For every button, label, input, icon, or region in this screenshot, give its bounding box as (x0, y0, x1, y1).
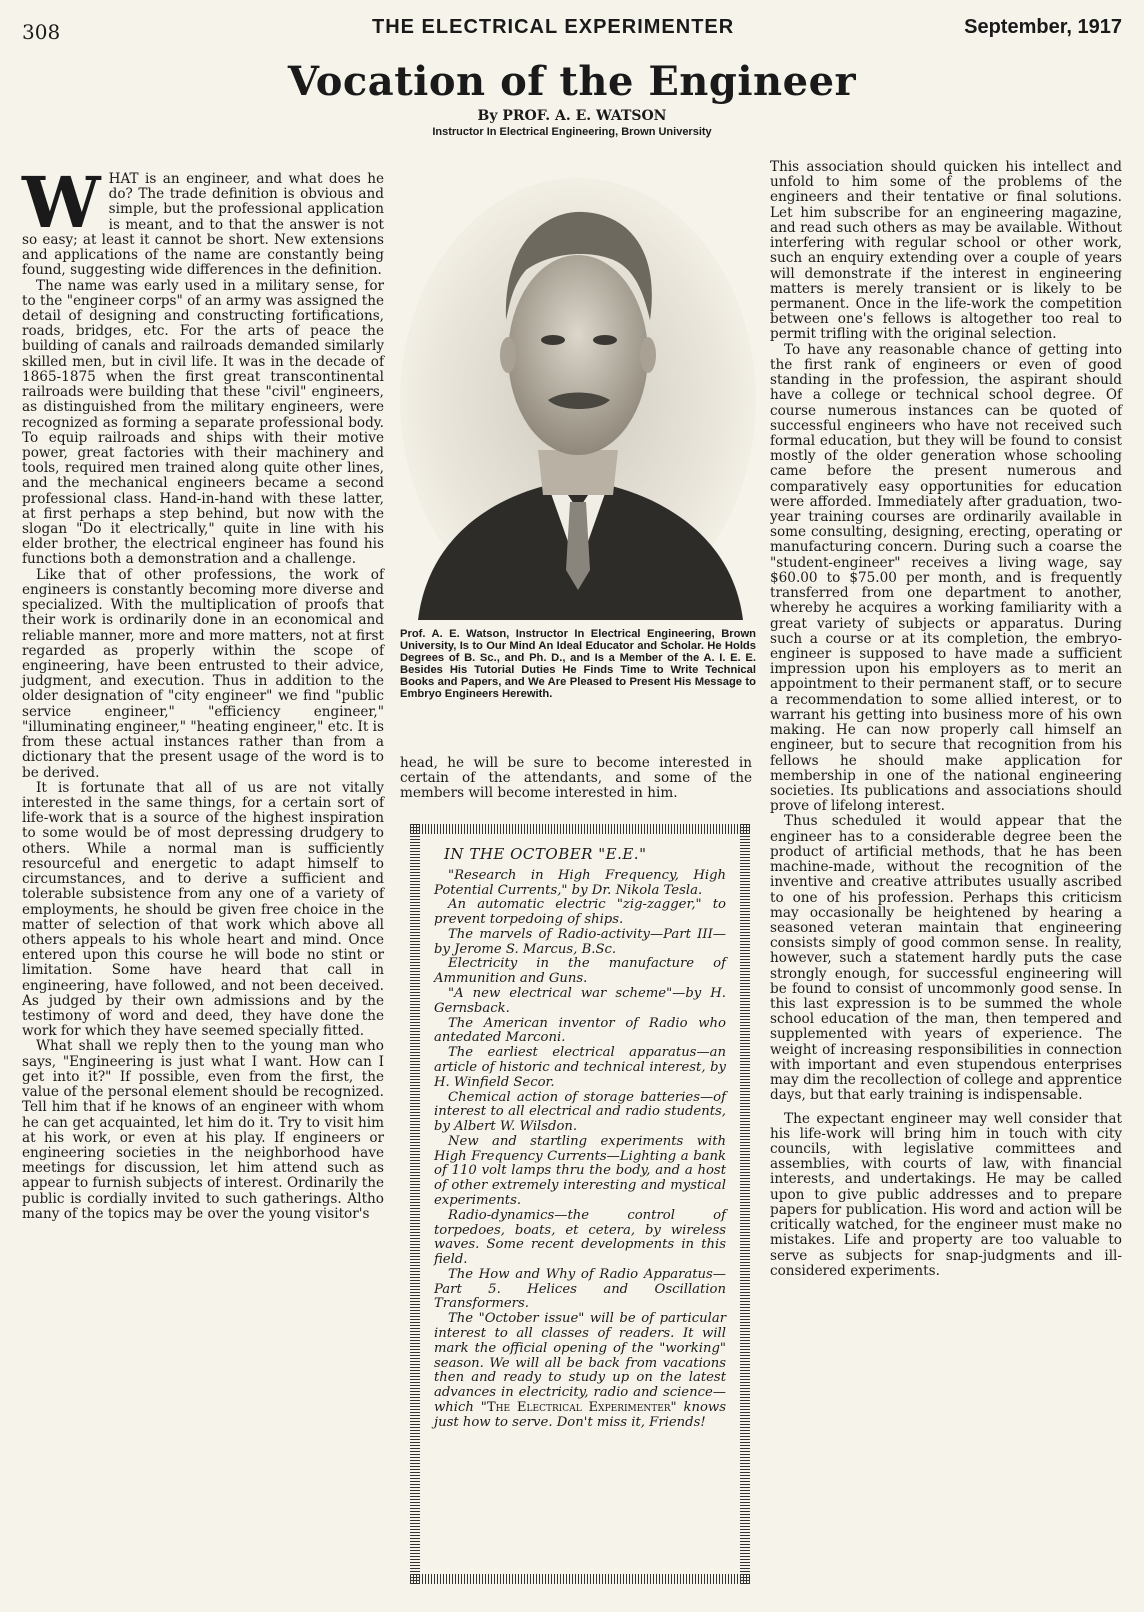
list-item: "Research in High Frequency, High Potential Currents," by Dr. Nikola Tesla. (434, 867, 726, 898)
photo-caption: Prof. A. E. Watson, Instructor In Electrical Engineering, Brown University, Is to Our Mind An Ideal Educator and Scholar. He Holds Degrees of B. Sc., and Ph. D., and Is a Member of the A. I. E. E. Besides His Tutorial Duties He Finds Time to Write Technical Books and Papers, and We Are Pleased to Present His Message to Embryo Engineers Herewith. (400, 628, 756, 701)
column-middle (400, 756, 752, 802)
column-right (770, 160, 1122, 1279)
paragraph: To have any reasonable chance of getting into the first rank of engineers or even of good standing in the profession, the aspirant should have a college or technical school degree. Of course numerous instances can be quoted of successful engineers who have not received such formal education, but they will be found to consist mostly of the older generation whose schooling came before the present numerous and comparatively easy opportunities for education were afforded. Immediately after graduation, two-year training courses are ordinarily available in some consulting, designing, erecting, operating or manufacturing concern. During such a coarse the "student-engineer" receives a living wage, say $60.00 to $75.00 per month, and is frequently transferred from one department to another, whereby he acquires a working familiarity with a great variety of subjects or apparatus. During such a course or at its completion, the embryo-engineer is supposed to have made a sufficient impression upon his employers as to merit an appointment to their permanent staff, or to secure a recommendation to some allied interest, or to warrant his getting into business more of his own making. He can now properly call himself an engineer, but to secure that recognition from his fellows he should make application for membership in one of the national engineering societies. Its publications and associations should prove of lifelong interest. (770, 341, 1122, 815)
paragraph: Like that of other professions, the work of engineers is constantly becoming more diverse and specialized. With the multiplication of proofs that their work is ordinarily done in an economical and reliable manner, more and more matters, not at first regarded as properly within the scope of engineering, have been entrusted to their advice, judgment, and execution. Thus in addition to the older designation of "city engineer" we find "public service engineer," "efficiency engineer," "illuminating engineer," "heating engineer," etc. It is from these actual instances rather than from a dictionary that the present usage of the word is to be derived. (22, 566, 384, 781)
closing-text: The "October issue" will be of particular interest to all classes of readers. It will mark the official opening of the "working" season. We will all be back from vacations then and ready to study up on the latest advances in electricity, radio and science—which (434, 1311, 726, 1415)
paragraph: What shall we reply then to the young man who says, "Engineering is just what I want. How can I get into it?" If possible, even from the first, the value of the personal element should be recognized. Tell him that if he knows of an engineer with whom he can get acquainted, let him do it. Try to visit him at his work, or even at his play. If engineers or engineering societies in the neighborhood have meetings for discussion, let him attend such as appear to furnish subjects of interest. Ordinarily the public is cordially invited to such gatherings. Altho many of the topics may be over the young visitor's (22, 1038, 384, 1222)
article-byline: By PROF. A. E. WATSON (477, 108, 667, 124)
paragraph: The expectant engineer may well consider that his life-work will bring him in touch with city councils, with legislative committees and assemblies, with courts of law, with financial interests, and undertakings. He may be called upon to give public addresses and to prepare papers for publication. His word and action will be critically watched, for the engineer must make no mistakes. Life and property are too valuable to serve as subjects for snap-judgments and ill-considered experiments. (770, 1110, 1122, 1279)
list-item: The How and Why of Radio Apparatus—Part 5. Helices and Oscillation Transformers. (434, 1266, 726, 1312)
box-border-top (410, 824, 750, 834)
magazine-title: THE ELECTRICAL EXPERIMENTER (372, 16, 735, 38)
list-item: Chemical action of storage batteries—of interest to all electrical and radio students, by Albert W. Wilsdon. (434, 1089, 726, 1135)
list-item: Radio-dynamics—the control of torpedoes, boats, et cetera, by wireless waves. Some recent developments in this field. (434, 1207, 726, 1268)
paragraph: The name was early used in a military sense, for to the "engineer corps" of an army was assigned the detail of designing and constructing fortifications, roads, bridges, etc. For the arts of peace the building of canals and railroads demanded similarly skilled men, but in civil life. It was in the decade of 1865-1875 when the first great transcontinental railroads were building that these "civil" engineers, as distinguished from the military engineers, were recognized as forming a separate professional body. To equip railroads and ships with their motive power, great factories with their machinery and tools, required men trained along quite other lines, and the mechanical engineers became a second professional class. Hand-in-hand with these latter, at first perhaps a step behind, but now with the slogan "Do it electrically," quite in line with his elder brother, the electrical engineer has found his functions both a demonstration and a challenge. (22, 277, 384, 568)
paragraph-text: HAT is an engineer, and what does he do? The trade definition is obvious and simple, but the professional application is meant, and to that the answer is not so easy; at least it cannot be short. New extensions and applications of the name are constantly being found, suggesting wide differences in the definition. (22, 171, 384, 279)
list-item: The American inventor of Radio who antedated Marconi. (434, 1015, 726, 1046)
list-item: "A new electrical war scheme"—by H. Gernsback. (434, 986, 726, 1016)
list-item: Electricity in the manufacture of Ammunition and Guns. (434, 956, 726, 987)
closing-magazine-name: "The Electrical Experimenter" (480, 1399, 677, 1415)
list-item: The marvels of Radio-activity—Part III—by Jerome S. Marcus, B.Sc. (434, 926, 726, 957)
list-item: An automatic electric "zig-zagger," to prevent torpedoing of ships. (434, 897, 726, 928)
page-number: 308 (22, 20, 61, 44)
box-border-right (740, 824, 750, 1584)
author-portrait (398, 150, 758, 620)
box-border-bottom (410, 1574, 750, 1584)
column-left (22, 161, 384, 1222)
paragraph: head, he will be sure to become interested in certain of the attendants, and some of the members will become interested in him. (400, 755, 752, 802)
list-item: New and startling experiments with High Frequency Currents—Lighting a bank of 110 volt lamps thru the body, and a host of other extremely interesting and mystical experiments. (434, 1133, 726, 1208)
box-content (434, 846, 726, 1564)
october-preview-box (410, 824, 750, 1584)
paragraph: This association should quicken his intellect and unfold to him some of the problems of the engineers and their tentative or final solutions. Let him subscribe for an engineering magazine, and read such others as may be available. Without interfering with regular school or other work, such an enquiry extending over a couple of years will demonstrate if the interest in engineering matters is merely transient or is likely to be permanent. Once in the life-work the competition between one's fellows is altogether too real to permit trifling with the original selection. (770, 159, 1122, 343)
box-border-left (410, 824, 420, 1584)
issue-date: September, 1917 (964, 16, 1122, 38)
drop-cap: W (22, 161, 101, 244)
author-affiliation: Instructor In Electrical Engineering, Brown University (432, 126, 712, 138)
list-item: The earliest electrical apparatus—an article of historic and technical interest, by H. Winfield Secor. (434, 1045, 726, 1090)
paragraph (22, 161, 384, 279)
box-title: IN THE OCTOBER "E.E." (444, 845, 647, 863)
closing-note (434, 1312, 726, 1430)
closing-text-end: knows just how to serve. Don't miss it, Friends! (434, 1399, 726, 1430)
paragraph: It is fortunate that all of us are not vitally interested in the same things, for a certain sort of life-work that is a source of the highest inspiration to some would be of most depressing drudgery to others. While a normal man is sufficiently resourceful and energetic to adapt himself to circumstances, and to derive a sufficient and tolerable subsistence from any one of a variety of employments, he should be given free choice in the matter of selection of that work which above all others appeals to his whole heart and mind. Once entered upon this course he will bode no stint or limitation. Some have heard that call in engineering, have followed, and not been deceived. As judged by their own admissions and by the testimony of word and deed, they have done the work for which they have seemed specially fitted. (22, 779, 384, 1040)
paragraph: Thus scheduled it would appear that the engineer has to a considerable degree been the product of artificial methods, that he has been machine-made, without the recognition of the inventive and creative attributes usually ascribed to one of his profession. Perhaps this criticism may occasionally be heightened by hearing a seasoned veteran maintain that engineering consists simply of good common sense. In reality, however, such a statement hardly puts the case strongly enough, for successful engineering will be found to consist of uncommonly good sense. In this last expression is to be summed the whole school education of the man, then tempered and supplemented with years of experience. The weight of increasing responsibilities in connection with important and even stupendous enterprises may dim the recollection of college and apprentice days, but that early training is indispensable. (770, 813, 1122, 1104)
page-header (22, 14, 1122, 42)
article-title: Vocation of the Engineer (287, 58, 857, 105)
